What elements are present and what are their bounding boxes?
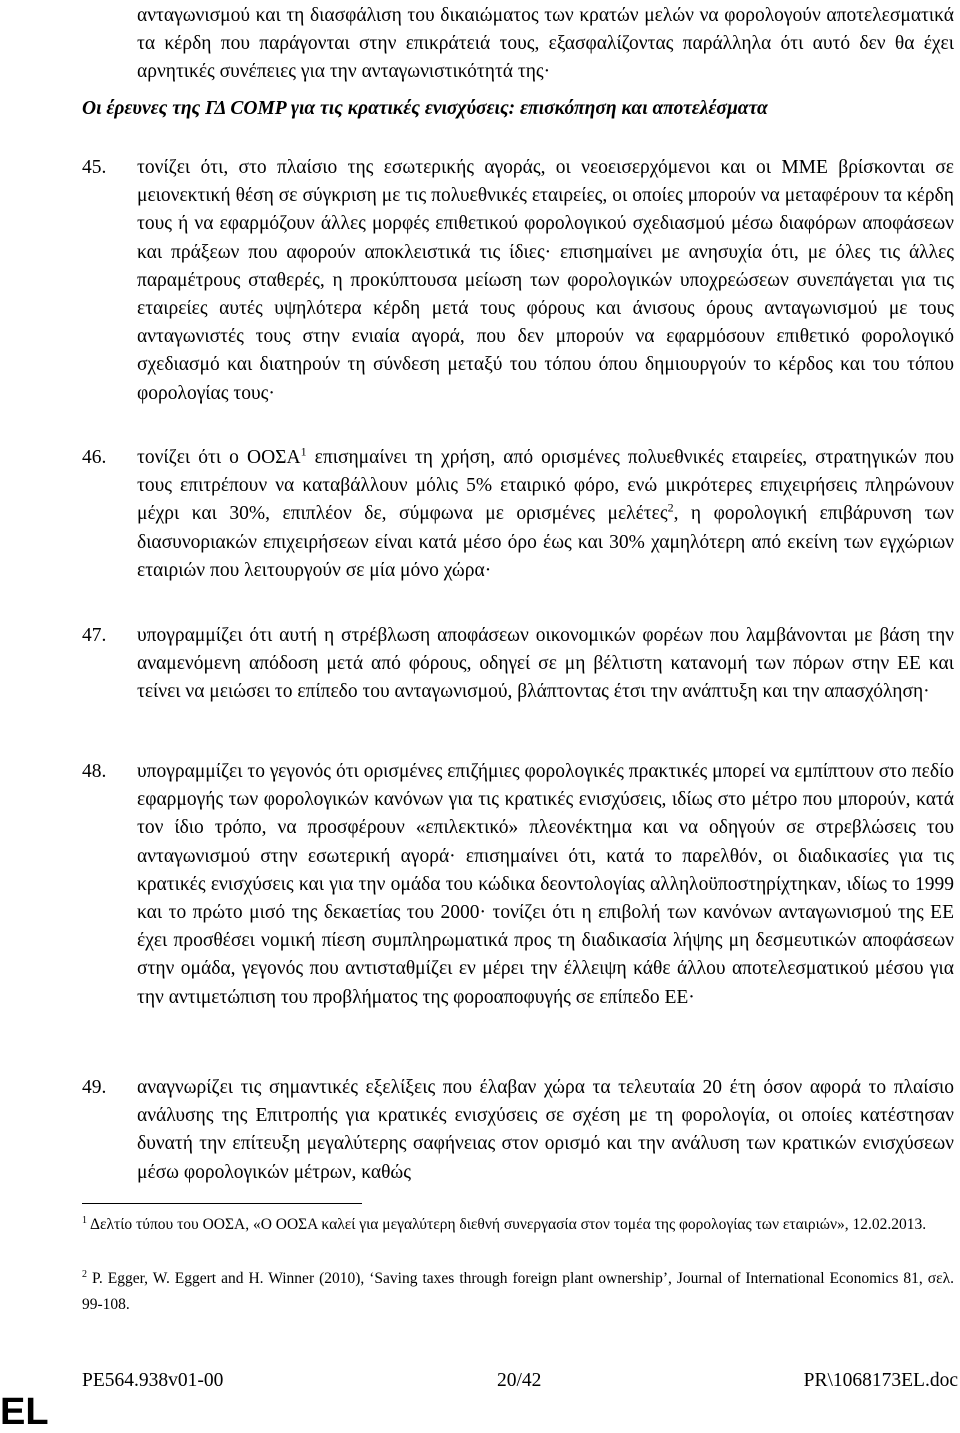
footer-doc-ref: PE564.938v01-00: [82, 1370, 224, 1391]
item-number: 47.: [82, 625, 107, 646]
item-text: τονίζει ότι ο ΟΟΣΑ$^1$ επισημαίνει τη χρήση, από ορισμένες πολυεθνικές εταιρείες, στρατηγικών που τους επιτρέπουν να καταβάλλουν μόλις 5% εταιρικό φόρο, ενώ μικρότερες επιχειρήσεις πληρώνουν μέχρι και 30%, επιπλέον δε, σύμφωνα με ορισμένες μελέτες$^2$, η φορολογική επιβάρυνση των διασυνοριακών επιχειρήσεων είναι κατά μέσο όρο έως και 30% χαμηλότερη από εκείνη των εγχώριων εταιριών που λειτουργούν σε μία μόνο χώρα·: [137, 444, 954, 581]
item-number: 49.: [82, 1077, 107, 1098]
footer-file-ref: PR\1068173EL.doc: [803, 1370, 958, 1391]
intro-paragraph: ανταγωνισμού και τη διασφάλιση του δικαιώματος των κρατών μελών να φορολογούν αποτελεσματικά τα κέρδη που παράγονται στην επικράτειά τους, εξασφαλίζοντας παράλληλα ότι αυτό δεν θα έχει αρνητικές συνέπειες για την ανταγωνιστικότητά της·: [137, 5, 954, 83]
item-text: υπογραμμίζει το γεγονός ότι ορισμένες επιζήμιες φορολογικές πρακτικές μπορεί να εμπίπτουν στο πεδίο εφαρμογής των φορολογικών κανόνων για τις κρατικές ενισχύσεις, ιδίως στο μέτρο που μπορούν, κατά τον ίδιο τρόπο, να προσφέρουν «επιλεκτικό» πλεονέκτημα και να οδηγούν σε στρεβλώσεις του ανταγωνισμού στην εσωτερική αγορά· επισημαίνει ότι, κατά το παρελθόν, οι διαδικασίες για τις κρατικές ενισχύσεις και για την ομάδα του κώδικα δεοντολογίας αλληλοϋποστηρίχτηκαν, ιδίως το 1999 και το πρώτο μισό της δεκαετίας του 2000· τονίζει ότι η επιβολή των κανόνων ανταγωνισμού της ΕΕ έχει προσθέσει νομική πίεση συμπληρωματικά προς τη διαδικασία λήψης μη δεσμευτικών αποφάσεων στην ομάδα, γεγονός που αντισταθμίζει εν μέρει την έλλειψη κάθε άλλου αποτελεσματικού μέσου για την αντιμετώπιση του προβλήματος της φοροαποφυγής σε επίπεδο ΕΕ·: [137, 761, 954, 1008]
language-code: EL: [0, 1391, 49, 1433]
list-item: [82, 444, 954, 585]
item-text: υπογραμμίζει ότι αυτή η στρέβλωση αποφάσεων οικονομικών φορέων που λαμβάνονται με βάση την αναμενόμενη απόδοση μετά από φόρους, οδηγεί σε μη βέλτιστη κατανομή των πόρων στην ΕΕ και τείνει να μειώσει το επίπεδο του ανταγωνισμού, βλάπτοντας έτσι την ανάπτυξη και την απασχόληση·: [137, 625, 954, 703]
footnote-ref[interactable]: 2: [667, 500, 674, 515]
list-item: [82, 758, 954, 1012]
footnote-number: 1: [82, 1214, 87, 1226]
footer-page-number: 20/42: [497, 1370, 542, 1391]
item-number: 45.: [82, 157, 107, 178]
footnote-number: 2: [82, 1268, 87, 1280]
section-heading: Οι έρευνες της ΓΔ COMP για τις κρατικές ενισχύσεις: επισκόπηση και αποτελέσματα: [82, 98, 768, 119]
list-item: [82, 1074, 954, 1187]
item-number: 46.: [82, 447, 107, 468]
item-text: τονίζει ότι, στο πλαίσιο της εσωτερικής αγοράς, οι νεοεισερχόμενοι και οι ΜΜΕ βρίσκονται σε μειονεκτική θέση σε σύγκριση με τις πολυεθνικές εταιρείες, οι οποίες μπορούν να μεταφέρουν τα κέρδη τους ή να εφαρμόζουν άλλες μορφές επιθετικού φορολογικού σχεδιασμού μέσω διαφόρων αποφάσεων και πράξεων που αφορούν αποκλειστικά τις ίδιες· επισημαίνει με ανησυχία ότι, με όλες τις άλλες παραμέτρους σταθερές, η προκύπτουσα μείωση των φορολογικών υποχρεώσεων συνεπάγεται για τις εταιρείες αυτές υψηλότερα κέρδη μετά τους φόρους και άνισους όρους ανταγωνισμού με τους ανταγωνιστές τους στην ενιαία αγορά, που δεν μπορούν να εφαρμόσουν επιθετικό φορολογικό σχεδιασμό και διατηρούν τη σύνδεση μεταξύ του τόπου όπου δημιουργούν το κέρδος και του τόπου φορολογίας τους·: [137, 157, 954, 404]
item-number: 48.: [82, 761, 107, 782]
item-text: αναγνωρίζει τις σημαντικές εξελίξεις που έλαβαν χώρα τα τελευταία 20 έτη όσον αφορά το πλαίσιο ανάλυσης της Επιτροπής για κρατικές ενισχύσεις σε σχέση με τη φορολογία, οι οποίες κατέστησαν δυνατή την επίτευξη μεγαλύτερης σαφήνειας στον ορισμό και την ανάλυση των κρατικών ενισχύσεων μέσω φορολογικών μέτρων, καθώς: [137, 1077, 954, 1183]
footnote: $^1$ Δελτίο τύπου του ΟΟΣΑ, «Ο ΟΟΣΑ καλεί για μεγαλύτερη διεθνή συνεργασία στον τομέα της φορολογίας των εταιριών», 12.02.2013.: [82, 1214, 927, 1233]
list-item: [82, 154, 954, 408]
footnote-ref[interactable]: 1: [300, 444, 307, 459]
footnote-divider: [82, 1203, 362, 1204]
footnote: $^2$ P. Egger, W. Eggert and H. Winner (2010), ‘Saving taxes through foreign plant ownership’, Journal of International Economics 81, σελ. 99-108.: [82, 1268, 955, 1313]
list-item: [82, 622, 954, 707]
